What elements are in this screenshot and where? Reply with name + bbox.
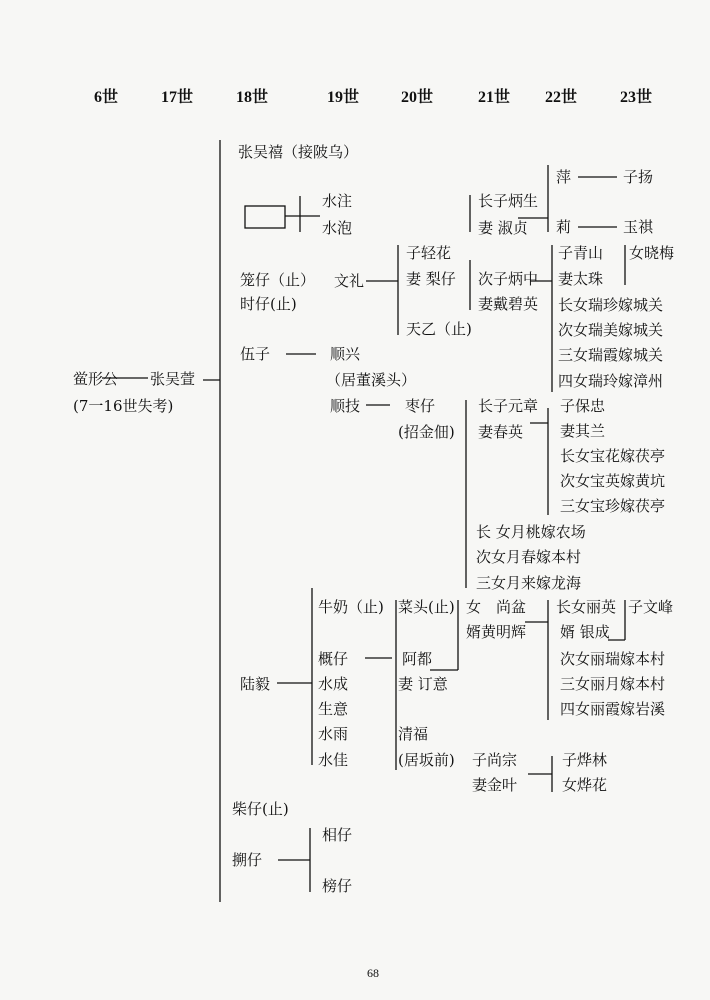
person-shi-zai: 时仔(止) [240,295,297,313]
generation-19: 19世 [327,89,360,106]
person-d-yuechun: 次女月春嫁本村 [476,548,582,566]
person-zhao-jinqiu: (招金佃) [398,423,455,441]
person-wife-taizhu: 妻太珠 [558,270,604,288]
person-zi-qingshan: 子青山 [558,244,604,262]
generation-6: 6世 [94,89,119,106]
person-d-baohua: 长女宝花嫁茯亭 [560,447,666,465]
person-d-ruixia: 三女瑞霞嫁城关 [558,346,664,364]
person-yuan-zhang: 长子元章 [478,397,539,415]
person-d-liyue: 三女丽月嫁本村 [560,675,666,693]
person-gai-zai: 概仔 [318,650,349,668]
person-founder: 张吴萱 [150,370,196,388]
person-shui-cheng: 水成 [318,675,349,693]
person-d-baoying: 次女宝英嫁黄坑 [560,472,666,490]
person-shui-zhu: 水注 [322,192,353,210]
person-nv-xiaomei: 女晓梅 [629,244,675,262]
generation-20: 20世 [401,89,434,106]
person-tian-yi: 天乙（止) [406,320,472,338]
person-bang-zai: 榜仔 [322,877,353,895]
person-ancestor: 鲎形公 [73,370,119,388]
person-wife-dingyi: 妻 订意 [398,675,448,693]
person-wife-lizai: 妻 梨仔 [406,270,456,288]
ancestor-note: (7一16世失考) [73,397,174,415]
person-d-lirui: 次女丽瑞嫁本村 [560,650,666,668]
person-ping: 萍 [556,168,572,186]
person-nv-shangpen: 女 尚盆 [466,598,527,616]
person-wife-qilan: 妻其兰 [560,422,606,440]
person-shun-ji: 顺技 [330,397,361,415]
person-shui-pao: 水泡 [322,219,353,237]
person-zi-yang: 子扬 [623,168,654,186]
person-shui-yu: 水雨 [318,725,349,743]
person-d-yuelai: 三女月来嫁龙海 [476,574,582,592]
person-chai-zai: 柴仔(止) [232,800,289,818]
person-long-zai: 笼仔（止） [240,271,316,289]
person-niu-nai: 牛奶（止) [318,598,384,616]
generation-17: 17世 [161,89,194,106]
person-zi-yelin: 子烨林 [562,751,608,769]
person-xiang-zai: 相仔 [322,826,353,844]
person-ju-dongxitou: （居董溪头） [326,371,417,389]
person-zi-baozhong: 子保忠 [560,397,606,415]
person-lu-yi: 陆毅 [240,675,271,693]
person-bing-sheng: 长子炳生 [478,192,539,210]
generation-18: 18世 [236,89,269,106]
person-a-du: 阿都 [402,650,433,668]
person-li: 莉 [556,218,572,236]
page-number: 68 [367,966,379,980]
person-cai-tou: 菜头(止) [398,598,455,616]
person-zao-zai: 枣仔 [405,397,436,415]
person-d-liying: 长女丽英 [556,598,617,616]
person-nv-yehua: 女烨花 [562,776,608,794]
person-sheng-yi: 生意 [318,700,349,718]
person-zi-qinghua: 子轻花 [406,244,452,262]
generation-23: 23世 [620,89,653,106]
person-wife-chunying: 妻春英 [478,423,524,441]
person-xu-minghui: 婿黄明辉 [466,623,527,641]
person-qing-fu: 清福 [398,725,429,743]
person-d-ruizhen: 长女瑞珍嫁城关 [558,296,664,314]
person-d-yuetao: 长 女月桃嫁农场 [476,523,586,541]
person-wife-daibiying: 妻戴碧英 [478,295,539,313]
person-shun-xing: 顺兴 [330,345,361,363]
person-yu-qi: 玉祺 [623,218,654,236]
person-bing-zhong: 次子炳中 [478,270,539,288]
person-wu-zai: 伍子 [240,345,271,363]
generation-22: 22世 [545,89,578,106]
person-wife-shuzhen: 妻 淑贞 [478,219,528,237]
person-shui-jia: 水佳 [318,751,349,769]
person-xu-yincheng: 婿 银成 [560,623,610,641]
person-shang-zong: 子尚宗 [472,751,518,769]
person-ju-banqian: (居坂前) [398,751,455,769]
person-d-baozhen: 三女宝珍嫁茯亭 [560,497,666,515]
person-d-lixia: 四女丽霞嫁岩溪 [560,700,666,718]
person-wen-li: 文礼 [334,272,365,290]
person-wife-jinye: 妻金叶 [472,776,518,794]
person-wu-xi: 张吴禧（接陂乌） [238,143,359,161]
person-d-ruimei: 次女瑞美嫁城关 [558,321,664,339]
generation-21: 21世 [478,89,511,106]
person-d-ruiling: 四女瑞玲嫁漳州 [558,372,664,390]
person-peng-zai: 搠仔 [232,851,263,869]
person-zi-wenfeng: 子文峰 [628,598,674,616]
